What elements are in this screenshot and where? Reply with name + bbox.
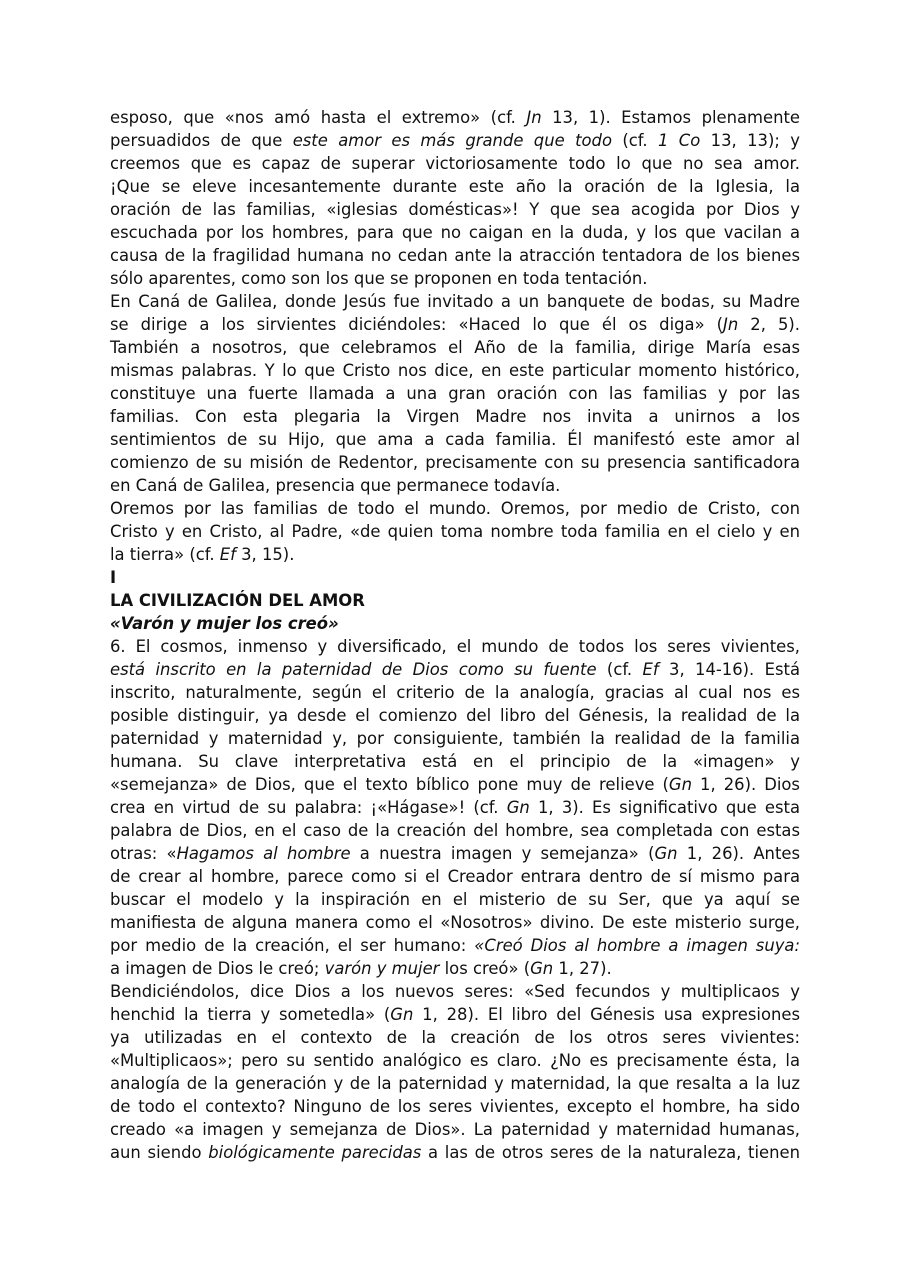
italic-text: Jn [723,315,739,334]
text-line [110,175,800,198]
chapter-title [110,589,800,612]
italic-text: está inscrito en la paternidad de Dios como su fuente [110,660,597,679]
text-run: de todo el contexto? Ninguno de los seres vivientes, excepto el hombre, ha sido [110,1097,800,1116]
italic-text: varón y mujer [324,959,440,978]
text-line [110,244,800,267]
text-run: paternidad y maternidad y, por consiguiente, también la realidad de la familia [110,729,800,748]
text-line [110,1095,800,1118]
text-run: escuchada por los hombres, para que no caigan en la duda, y los que vacilan a [110,223,800,242]
text-run: 1, 27). [553,959,612,978]
italic-text: Gn [530,959,554,978]
text-line [110,520,800,543]
text-run: los creó» ( [439,959,531,978]
text-line [110,865,800,888]
text-line [110,221,800,244]
text-run: a las de otros seres de la naturaleza, tienen [421,1143,800,1162]
text-run: 2, 5). [738,315,800,334]
text-run: 1, 26). Dios [692,775,800,794]
text-line [110,1072,800,1095]
text-line [110,198,800,221]
text-run: Oremos por las familias de todo el mundo. Oremos, por medio de Cristo, con [110,499,800,518]
italic-text: «Creó Dios al hombre a imagen suya: [474,936,800,955]
text-line [110,313,800,336]
text-run: «semejanza» de Dios, que el texto bíblico pone muy de relieve ( [110,775,669,794]
text-line [110,129,800,152]
text-run: crea en virtud de su palabra: ¡«Hágase»! (cf. [110,798,507,817]
text-run: Bendiciéndolos, dice Dios a los nuevos seres: «Sed fecundos y multiplicaos y [110,982,800,1001]
italic-text: Gn [654,844,678,863]
text-line [110,842,800,865]
text-line [110,1118,800,1141]
text-run: aun siendo [110,1143,209,1162]
text-line [110,727,800,750]
italic-text: biológicamente parecidas [208,1143,422,1162]
text-run: a nuestra imagen y semejanza» ( [350,844,655,863]
text-run: También a nosotros, que celebramos el Año de la familia, dirige María esas [110,338,800,357]
text-line [110,336,800,359]
text-line [110,1003,800,1026]
text-run: 1, 26). Antes [677,844,800,863]
text-line [110,934,800,957]
text-run: 3, 14-16). Está [658,660,800,679]
text-line [110,1049,800,1072]
text-line [110,957,800,980]
text-run: comienzo de su misión de Redentor, precisamente con su presencia santificadora [110,453,800,472]
text-run: sólo aparentes, como son los que se proponen en toda tentación. [110,269,648,288]
text-run: 1, 28). El libro del Génesis usa expresiones [413,1005,800,1024]
text-line [110,796,800,819]
text-run: posible distinguir, ya desde el comienzo del libro del Génesis, la realidad de la [110,706,800,725]
text-line [110,382,800,405]
text-line [110,359,800,382]
text-line [110,773,800,796]
text-run: humana. Su clave interpretativa está en el principio de la «imagen» y [110,752,800,771]
italic-text: 1 Co [657,131,701,150]
text-run: 13, 1). Estamos plenamente [541,108,800,127]
text-line [110,405,800,428]
chapter-number [110,566,800,589]
text-line [110,474,800,497]
text-run: 1, 3). Es significativo que esta [529,798,801,817]
text-run: LA CIVILIZACIÓN DEL AMOR [110,591,365,610]
italic-text: Jn [526,108,542,127]
text-line [110,819,800,842]
text-run: familias. Con esta plegaria la Virgen Madre nos invita a unirnos a los [110,407,800,426]
text-run: ya utilizadas en el contexto de la creación de los otros seres vivientes: [110,1028,800,1047]
text-run: oración de las familias, «iglesias domésticas»! Y que sea acogida por Dios y [110,200,800,219]
text-line [110,1026,800,1049]
text-line [110,704,800,727]
text-line [110,497,800,520]
text-line [110,290,800,313]
text-run: buscar el modelo y la inspiración en el misterio de su Ser, que ya aquí se [110,890,800,909]
text-line [110,911,800,934]
text-run: henchid la tierra y sometedla» ( [110,1005,391,1024]
text-run: manifiesta de alguna manera como el «Nosotros» divino. De este misterio surge, [110,913,800,932]
text-run: a imagen de Dios le creó; [110,959,325,978]
italic-text: Hagamos al hombre [176,844,351,863]
text-run: la tierra» (cf. [110,545,220,564]
text-line [110,106,800,129]
italic-text: Ef [219,545,236,564]
document-page [110,106,800,1164]
italic-text: Gn [668,775,693,794]
text-run: mismas palabras. Y lo que Cristo nos dice, en este particular momento histórico, [110,361,800,380]
italic-text: Gn [390,1005,414,1024]
text-line [110,888,800,911]
text-run: (cf. [596,660,643,679]
italic-text: Ef [642,660,659,679]
text-run: creemos que es capaz de superar victoriosamente todo lo que no sea amor. [110,154,800,173]
text-run: ¡Que se eleve incesantemente durante este año la oración de la Iglesia, la [110,177,800,196]
text-run: inscrito, naturalmente, según el criterio de la analogía, gracias al cual nos es [110,683,800,702]
text-run: persuadidos de que [110,131,293,150]
text-run: en Caná de Galilea, presencia que permanece todavía. [110,476,561,495]
text-run: por medio de la creación, el ser humano: [110,936,475,955]
text-line [110,980,800,1003]
text-run: de crear al hombre, parece como si el Creador entrara dentro de sí mismo para [110,867,800,886]
text-line [110,681,800,704]
text-line [110,1141,800,1164]
text-run: creado «a imagen y semejanza de Dios». La paternidad y maternidad humanas, [110,1120,800,1139]
text-run: sentimientos de su Hijo, que ama a cada familia. Él manifestó este amor al [110,430,800,449]
text-line [110,451,800,474]
text-run: constituye una fuerte llamada a una gran oración con las familias y por las [110,384,800,403]
text-run: otras: « [110,844,177,863]
text-run: analogía de la generación y de la paternidad y maternidad, la que resalta a la luz [110,1074,800,1093]
text-run: 13, 13); y [700,131,800,150]
text-line [110,658,800,681]
text-run: «Multiplicaos»; pero su sentido analógico es claro. ¿No es precisamente ésta, la [110,1051,800,1070]
text-run: causa de la fragilidad humana no cedan ante la atracción tentadora de los bienes [110,246,800,265]
text-line [110,152,800,175]
text-run: I [110,568,117,587]
text-line [110,267,800,290]
text-line [110,750,800,773]
text-run: 3, 15). [235,545,295,564]
text-line [110,543,800,566]
text-run: (cf. [611,131,658,150]
text-run: Cristo y en Cristo, al Padre, «de quien toma nombre toda familia en el cielo y en [110,522,800,541]
italic-text: este amor es más grande que todo [292,131,612,150]
text-run: palabra de Dios, en el caso de la creación del hombre, sea completada con estas [110,821,800,840]
text-run: 6. El cosmos, inmenso y diversificado, el mundo de todos los seres vivientes, [110,637,800,656]
text-run: esposo, que «nos amó hasta el extremo» (cf. [110,108,527,127]
italic-text: Gn [506,798,530,817]
text-run: En Caná de Galilea, donde Jesús fue invitado a un banquete de bodas, su Madre [110,292,800,311]
text-line [110,428,800,451]
section-subtitle [110,612,800,635]
text-run: se dirige a los sirvientes diciéndoles: «Haced lo que él os diga» ( [110,315,724,334]
text-run: «Varón y mujer los creó» [110,614,339,633]
text-line [110,635,800,658]
